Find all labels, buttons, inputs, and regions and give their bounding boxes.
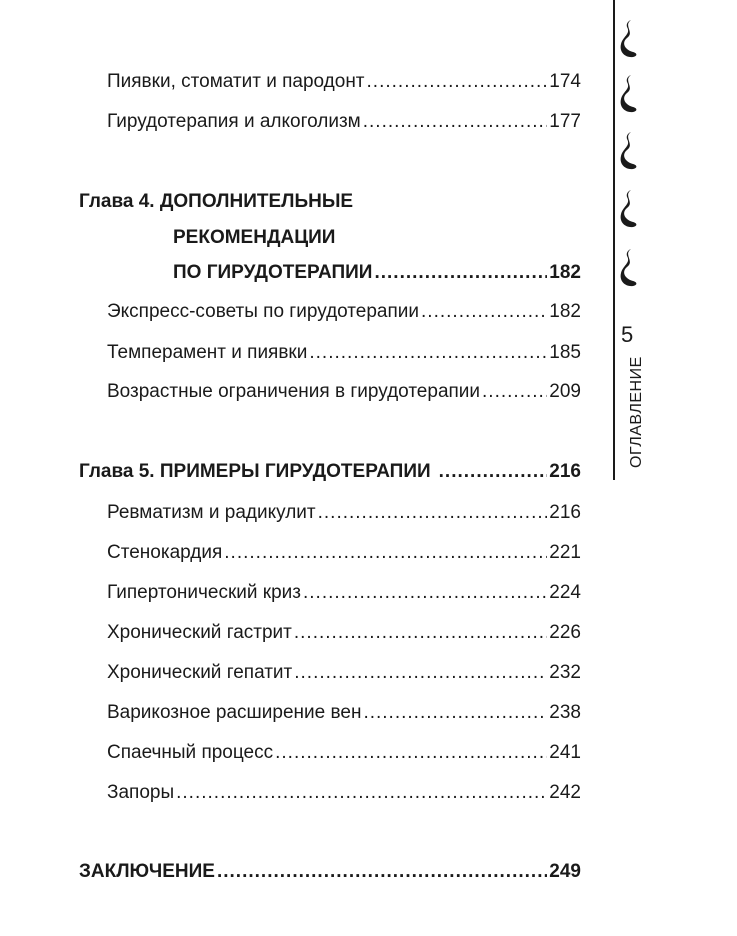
leader-dots [374, 261, 547, 285]
leech-icon [617, 73, 641, 113]
toc-entry [0, 621, 737, 651]
toc-entry [0, 701, 737, 731]
toc-entry-title: Темперамент и пиявки [107, 342, 308, 363]
toc-entry-page: 185 [549, 342, 581, 363]
leader-dots [367, 70, 548, 94]
chapter-4-heading-line2: РЕКОМЕНДАЦИИ [173, 227, 336, 248]
chapter-5-page: 216 [549, 461, 581, 482]
sidebar-rule [613, 0, 615, 480]
toc-entry-title: Экспресс-советы по гирудотерапии [107, 301, 420, 322]
toc-entry-page: 216 [549, 502, 581, 523]
leech-icon [617, 247, 641, 287]
chapter-5-heading [0, 460, 737, 490]
toc-entry [0, 541, 737, 571]
chapter-4-page: 182 [549, 262, 581, 283]
chapter-4-heading-line1: Глава 4. ДОПОЛНИТЕЛЬНЫЕ [79, 191, 354, 212]
leader-dots [363, 110, 548, 134]
toc-entry-title: Гипертонический криз [107, 582, 301, 603]
toc-entry-title: Пиявки, стоматит и пародонт [107, 71, 365, 92]
toc-entry-title: Гирудотерапия и алкоголизм [107, 111, 361, 132]
leader-dots [363, 701, 547, 725]
toc-entry-page: 242 [549, 782, 581, 803]
leader-dots [318, 501, 548, 525]
leader-dots [275, 741, 547, 765]
toc-entry [0, 661, 737, 691]
toc-entry-page: 238 [549, 702, 581, 723]
conclusion-title: ЗАКЛЮЧЕНИЕ [79, 861, 215, 882]
toc-entry [0, 380, 737, 410]
conclusion-page: 249 [549, 861, 581, 882]
toc-entry [0, 581, 737, 611]
toc-entry-page: 241 [549, 742, 581, 763]
leech-icon [617, 130, 641, 170]
leader-dots [303, 581, 547, 605]
toc-entry-page: 226 [549, 622, 581, 643]
toc-entry-title: Хронический гастрит [107, 622, 292, 643]
leech-icon [617, 188, 641, 228]
leader-dots [224, 541, 547, 565]
toc-entry-page: 177 [549, 111, 581, 132]
conclusion-heading [0, 860, 737, 890]
leader-dots [217, 860, 547, 884]
leech-icon [617, 18, 641, 58]
leader-dots [176, 781, 547, 805]
page-number: 5 [621, 322, 634, 347]
toc-entry-page: 232 [549, 662, 581, 683]
leader-dots [294, 661, 547, 685]
toc-entry [0, 781, 737, 811]
section-label: ОГЛАВЛЕНИЕ [628, 356, 645, 468]
toc-entry [0, 741, 737, 771]
leader-dots [309, 341, 547, 365]
toc-entry-title: Варикозное расширение вен [107, 702, 362, 723]
toc-entry-title: Спаечный процесс [107, 742, 274, 763]
toc-entry-page: 174 [549, 71, 581, 92]
leader-dots [439, 460, 548, 484]
toc-entry-title: Запоры [107, 782, 175, 803]
toc-entry-page: 221 [549, 542, 581, 563]
leader-dots [482, 380, 547, 404]
chapter-4-heading-line3: ПО ГИРУДОТЕРАПИИ [173, 262, 373, 283]
toc-entry-page: 224 [549, 582, 581, 603]
toc-entry-page: 182 [549, 301, 581, 322]
toc-entry-title: Хронический гепатит [107, 662, 293, 683]
toc-entry-title: Ревматизм и радикулит [107, 502, 316, 523]
leader-dots [421, 300, 547, 324]
toc-entry-page: 209 [549, 381, 581, 402]
leader-dots [294, 621, 547, 645]
toc-entry-title: Возрастные ограничения в гирудотерапии [107, 381, 481, 402]
toc-entry [0, 501, 737, 531]
toc-entry-title: Стенокардия [107, 542, 223, 563]
chapter-5-title: Глава 5. ПРИМЕРЫ ГИРУДОТЕРАПИИ [79, 461, 431, 482]
